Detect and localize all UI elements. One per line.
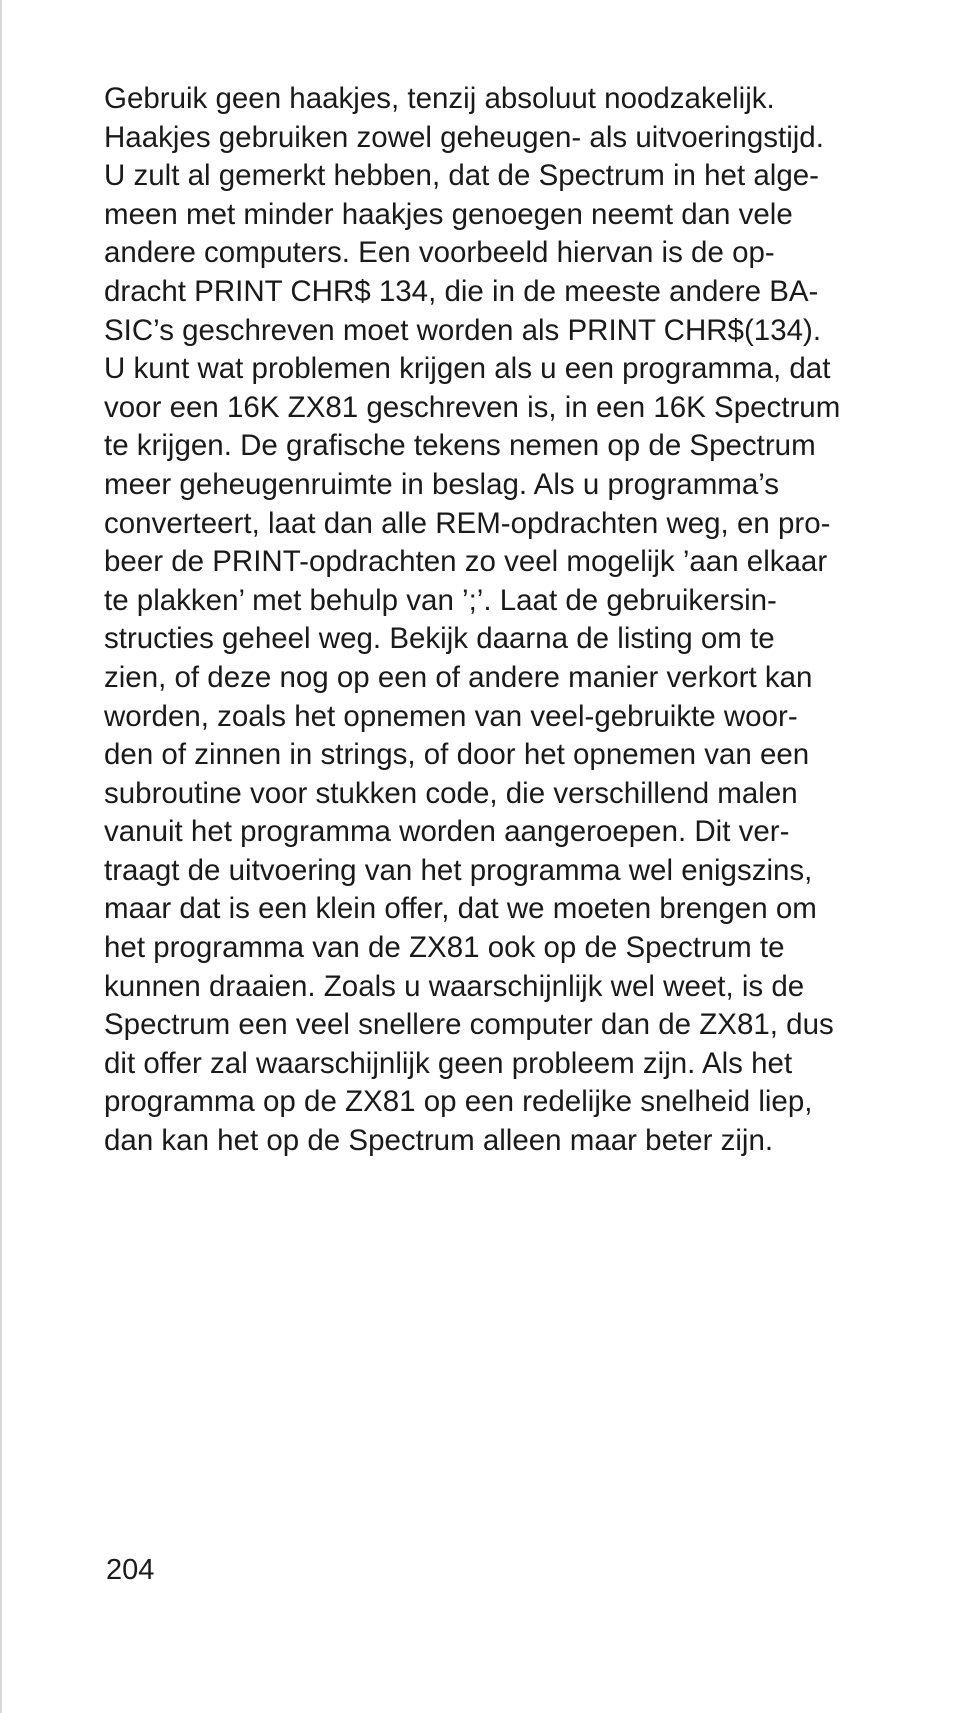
text-line: dan kan het op de Spectrum alleen maar beter zijn. xyxy=(104,1124,774,1158)
text-line: andere computers. Een voorbeeld hiervan is de op- xyxy=(104,236,775,270)
text-line: structies geheel weg. Bekijk daarna de listing om te xyxy=(104,622,775,656)
page-number: 204 xyxy=(106,1554,155,1586)
text-line: meer geheugenruimte in beslag. Als u programma’s xyxy=(104,467,780,501)
text-line: den of zinnen in strings, of door het opnemen van een xyxy=(104,738,810,772)
text-line: meen met minder haakjes genoegen neemt dan vele xyxy=(104,197,793,231)
text-line: dit offer zal waarschijnlijk geen probleem zijn. Als het xyxy=(104,1046,793,1080)
text-line: kunnen draaien. Zoals u waarschijnlijk wel weet, is de xyxy=(104,969,805,1003)
text-line: traagt de uitvoering van het programma wel enigszins, xyxy=(104,853,813,887)
text-line: subroutine voor stukken code, die verschillend malen xyxy=(104,776,798,810)
text-line: dracht PRINT CHR$ 134, die in de meeste andere BA- xyxy=(104,274,819,308)
text-line: te plakken’ met behulp van ’;’. Laat de gebruikersin- xyxy=(104,583,777,617)
text-line: vanuit het programma worden aangeroepen. Dit ver- xyxy=(104,815,790,849)
text-line: U kunt wat problemen krijgen als u een programma, dat xyxy=(104,352,831,386)
text-line: converteert, laat dan alle REM-opdrachten weg, en pro- xyxy=(104,506,831,540)
text-line: Haakjes gebruiken zowel geheugen- als uitvoeringstijd. xyxy=(104,120,824,154)
text-line: het programma van de ZX81 ook op de Spectrum te xyxy=(104,931,785,965)
body-text xyxy=(104,80,908,1161)
text-line: SIC’s geschreven moet worden als PRINT CHR$(134). xyxy=(104,313,822,347)
page-edge xyxy=(0,0,2,1713)
text-line: maar dat is een klein offer, dat we moeten brengen om xyxy=(104,892,817,926)
text-line: Gebruik geen haakjes, tenzij absoluut noodzakelijk. xyxy=(104,82,775,115)
text-line: programma op de ZX81 op een redelijke snelheid liep, xyxy=(104,1085,813,1119)
text-line: voor een 16K ZX81 geschreven is, in een 16K Spectrum xyxy=(104,390,841,424)
text-line: Spectrum een veel snellere computer dan de ZX81, dus xyxy=(104,1008,834,1042)
text-line: worden, zoals het opnemen van veel-gebruikte woor- xyxy=(104,699,798,733)
text-line: te krijgen. De grafische tekens nemen op de Spectrum xyxy=(104,429,816,463)
text-line: beer de PRINT-opdrachten zo veel mogelijk ’aan elkaar xyxy=(104,545,828,579)
text-line: U zult al gemerkt hebben, dat de Spectrum in het alge- xyxy=(104,159,819,193)
text-line: zien, of deze nog op een of andere manier verkort kan xyxy=(104,660,813,694)
